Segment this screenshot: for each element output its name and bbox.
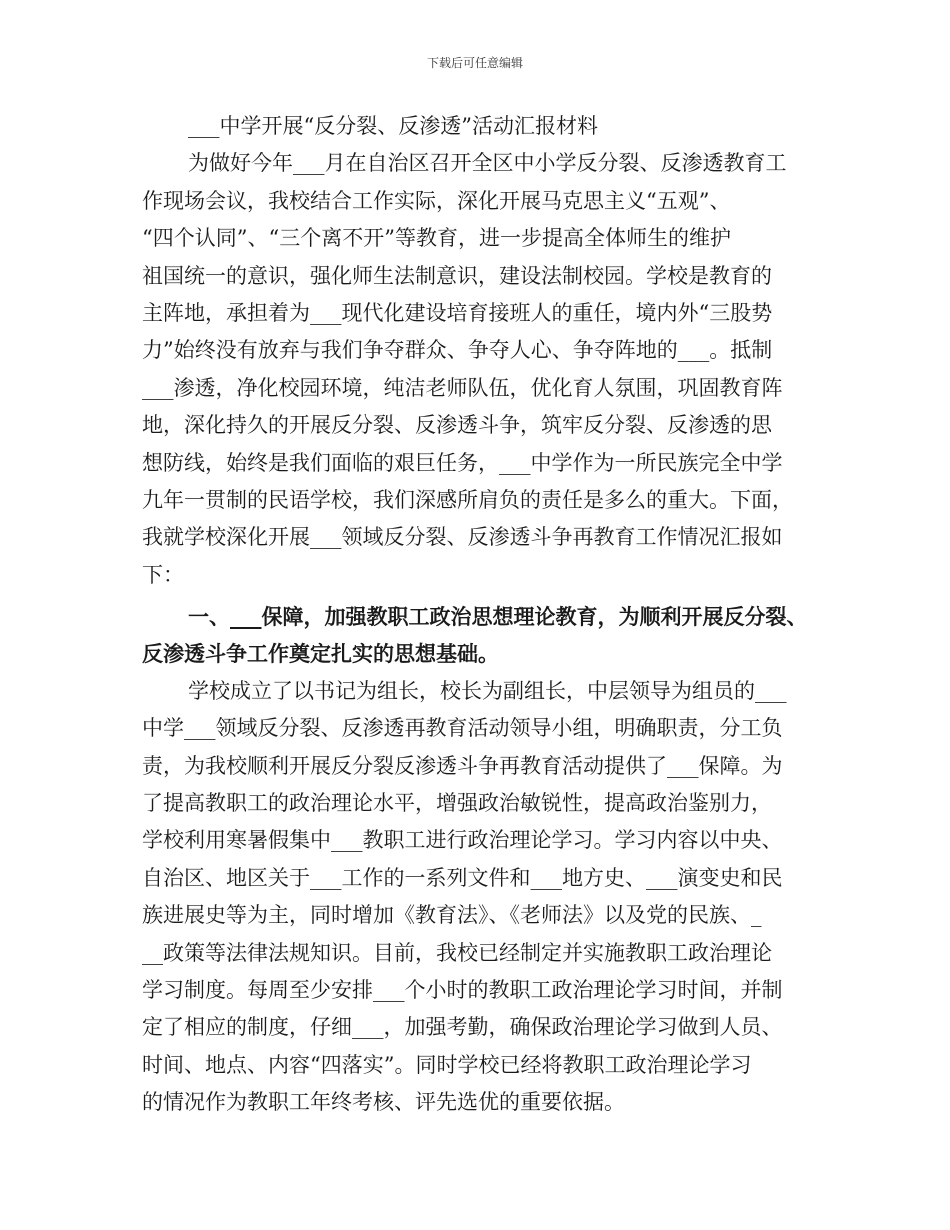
paragraph-line: 中学___领域反分裂、反渗透再教育活动领导小组，明确职责，分工负 bbox=[142, 716, 783, 741]
intro-paragraph bbox=[142, 145, 812, 594]
paragraph-line: 的情况作为教职工年终考核、评先选优的重要依据。 bbox=[142, 1090, 625, 1115]
paragraph-line: 我就学校深化开展___领域反分裂、反渗透斗争再教育工作情况汇报如 bbox=[142, 525, 783, 550]
paragraph-line: 定了相应的制度，仔细___，加强考勤，确保政治理论学习做到人员、 bbox=[142, 1015, 783, 1040]
paragraph-line: 学校利用寒暑假集中___教职工进行政治理论学习。学习内容以中央、 bbox=[142, 828, 783, 853]
paragraph-line: ___渗透，净化校园环境，纯洁老师队伍，优化育人氛围，巩固教育阵 bbox=[142, 375, 783, 400]
section-1-paragraph bbox=[142, 673, 812, 1122]
paragraph-line: 责，为我校顺利开展反分裂反渗透斗争再教育活动提供了___保障。为 bbox=[142, 753, 783, 778]
paragraph-line: “四个认同”、“三个离不开”等教育，进一步提高全体师生的维护 bbox=[142, 226, 731, 251]
paragraph-line: 地，深化持久的开展反分裂、反渗透斗争，筑牢反分裂、反渗透的思 bbox=[142, 413, 772, 438]
paragraph-line: 祖国统一的意识，强化师生法制意识，建设法制校园。学校是教育的 bbox=[142, 263, 772, 288]
paragraph-line: 为做好今年___月在自治区召开全区中小学反分裂、反渗透教育工 bbox=[188, 151, 787, 176]
paragraph-line: 了提高教职工的政治理论水平，增强政治敏锐性，提高政治鉴别力， bbox=[142, 791, 772, 816]
document-body bbox=[142, 108, 812, 1122]
section-1-heading bbox=[142, 598, 812, 673]
paragraph-line: 族进展史等为主，同时增加《教育法》、《老师法》以及党的民族、_ bbox=[142, 903, 762, 928]
heading-line: 反渗透斗争工作奠定扎实的思想基础。 bbox=[142, 641, 499, 667]
paragraph-line: __政策等法律法规知识。目前，我校已经制定并实施教职工政治理论 bbox=[142, 940, 772, 965]
paragraph-line: 九年一贯制的民语学校，我们深感所肩负的责任是多么的重大。下面， bbox=[142, 487, 793, 512]
page-header: 下载后可任意编辑 bbox=[426, 56, 523, 70]
paragraph-line: 主阵地，承担着为___现代化建设培育接班人的重任，境内外“三股势 bbox=[142, 300, 773, 325]
paragraph-line: 自治区、地区关于___工作的一系列文件和___地方史、___演变史和民 bbox=[142, 865, 783, 890]
paragraph-line: 想防线，始终是我们面临的艰巨任务，___中学作为一所民族完全中学 bbox=[142, 450, 783, 475]
paragraph-line: 作现场会议，我校结合工作实际，深化开展马克思主义“五观”、 bbox=[142, 188, 731, 213]
document-title: ___中学开展“反分裂、反渗透”活动汇报材料 bbox=[188, 114, 598, 138]
paragraph-line: 学习制度。每周至少安排___个小时的教职工政治理论学习时间，并制 bbox=[142, 977, 783, 1002]
paragraph-line: 下： bbox=[142, 562, 184, 587]
paragraph-line: 时间、地点、内容“四落实”。同时学校已经将教职工政治理论学习 bbox=[142, 1052, 752, 1077]
heading-line: 一、___保障，加强教职工政治思想理论教育，为顺利开展反分裂、 bbox=[188, 604, 808, 630]
paragraph-line: 力”始终没有放弃与我们争夺群众、争夺人心、争夺阵地的___。抵制 bbox=[142, 338, 773, 363]
paragraph-line: 学校成立了以书记为组长，校长为副组长，中层领导为组员的___ bbox=[188, 678, 787, 703]
